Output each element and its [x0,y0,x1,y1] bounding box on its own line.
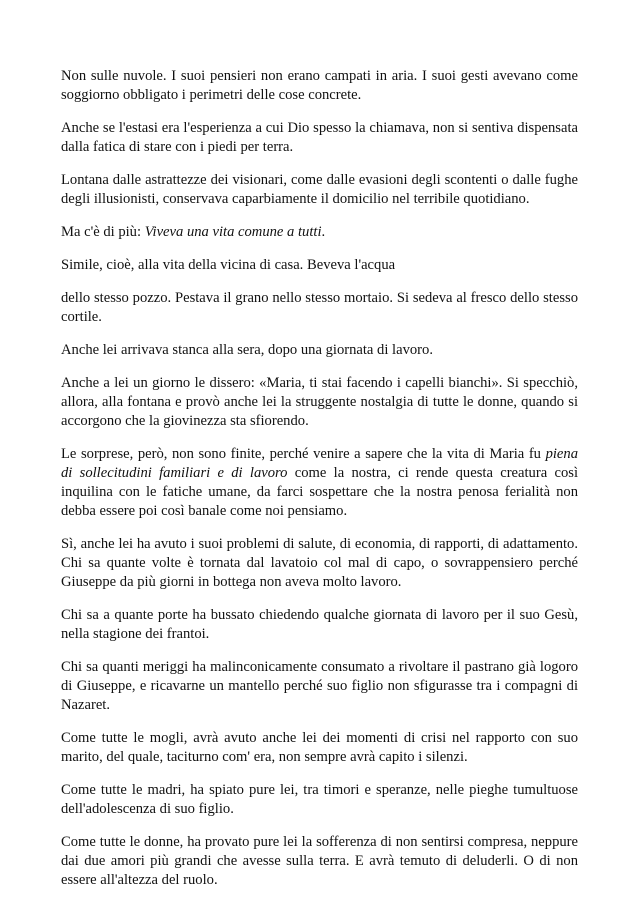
paragraph [61,535,578,592]
paragraph [61,256,578,275]
paragraph [61,606,578,644]
text-run: . [321,224,326,240]
paragraph [61,658,578,715]
text-run: Come tutte le donne, ha provato pure lei la sofferenza di non sentirsi compresa, neppure dai due amori più grandi che avesse sulla terra. E avrà temuto di deluderli. O di non essere all'altezza del ruolo. [61,834,578,888]
paragraph [61,119,578,157]
paragraph [61,729,578,767]
text-run: Come tutte le madri, ha spiato pure lei, tra timori e speranze, nelle pieghe tumultuose dell'adolescenza di suo figlio. [61,782,578,817]
paragraph [61,341,578,360]
text-run: Anche a lei un giorno le dissero: «Maria, ti stai facendo i capelli bianchi». Si specchiò, allora, alla fontana e provò anche lei la struggente nostalgia di tutte le donne, quando si accorgono che la giovinezza sta sfiorendo. [61,375,578,429]
paragraph [61,781,578,819]
italic-text-run: piena di sollecitudini familiari e di lavoro [61,446,578,481]
text-run: Ma c'è di più: [61,224,145,240]
paragraph [61,289,578,327]
text-run: Chi sa a quante porte ha bussato chiedendo qualche giornata di lavoro per il suo Gesù, nella stagione dei frantoi. [61,607,578,642]
text-run: Come tutte le mogli, avrà avuto anche lei dei momenti di crisi nel rapporto con suo marito, del quale, taciturno com' era, non sempre avrà capito i silenzi. [61,730,578,765]
paragraph [61,223,578,242]
text-run: Sì, anche lei ha avuto i suoi problemi di salute, di economia, di rapporti, di adattamento. Chi sa quante volte è tornata dal lavatoio col mal di capo, o sovrappensiero perché Giuseppe da più giorni in bottega non aveva molto lavoro. [61,536,578,590]
paragraph [61,67,578,105]
text-run: Chi sa quanti meriggi ha malinconicamente consumato a rivoltare il pastrano già logoro di Giuseppe, e ricavarne un mantello perché suo figlio non sfigurasse tra i compagni di Nazaret. [61,659,578,713]
text-run: Le sorprese, però, non sono finite, perché venire a sapere che la vita di Maria fu [61,446,546,462]
paragraph [61,171,578,209]
text-run: Lontana dalle astrattezze dei visionari, come dalle evasioni degli scontenti o dalle fughe degli illusionisti, conservava caparbiamente il domicilio nel terribile quotidiano. [61,172,578,207]
paragraph [61,445,578,521]
text-run: come la nostra, ci rende questa creatura così inquilina con le fatiche umane, da farci sospettare che la nostra penosa ferialità non debba essere poi così banale come noi pensiamo. [61,465,578,519]
italic-text-run: Viveva una vita comune a tutti [144,224,322,240]
text-run: Simile, cioè, alla vita della vicina di casa. Beveva l'acqua [61,257,396,273]
text-run: Non sulle nuvole. I suoi pensieri non erano campati in aria. I suoi gesti avevano come soggiorno obbligato i perimetri delle cose concrete. [61,68,578,103]
text-run: Anche lei arrivava stanca alla sera, dopo una giornata di lavoro. [61,342,433,358]
text-run: Anche se l'estasi era l'esperienza a cui Dio spesso la chiamava, non si sentiva dispensata dalla fatica di stare con i piedi per terra. [61,120,578,155]
paragraph [61,374,578,431]
text-run: dello stesso pozzo. Pestava il grano nello stesso mortaio. Si sedeva al fresco dello stesso cortile. [61,290,578,325]
paragraph [61,833,578,890]
